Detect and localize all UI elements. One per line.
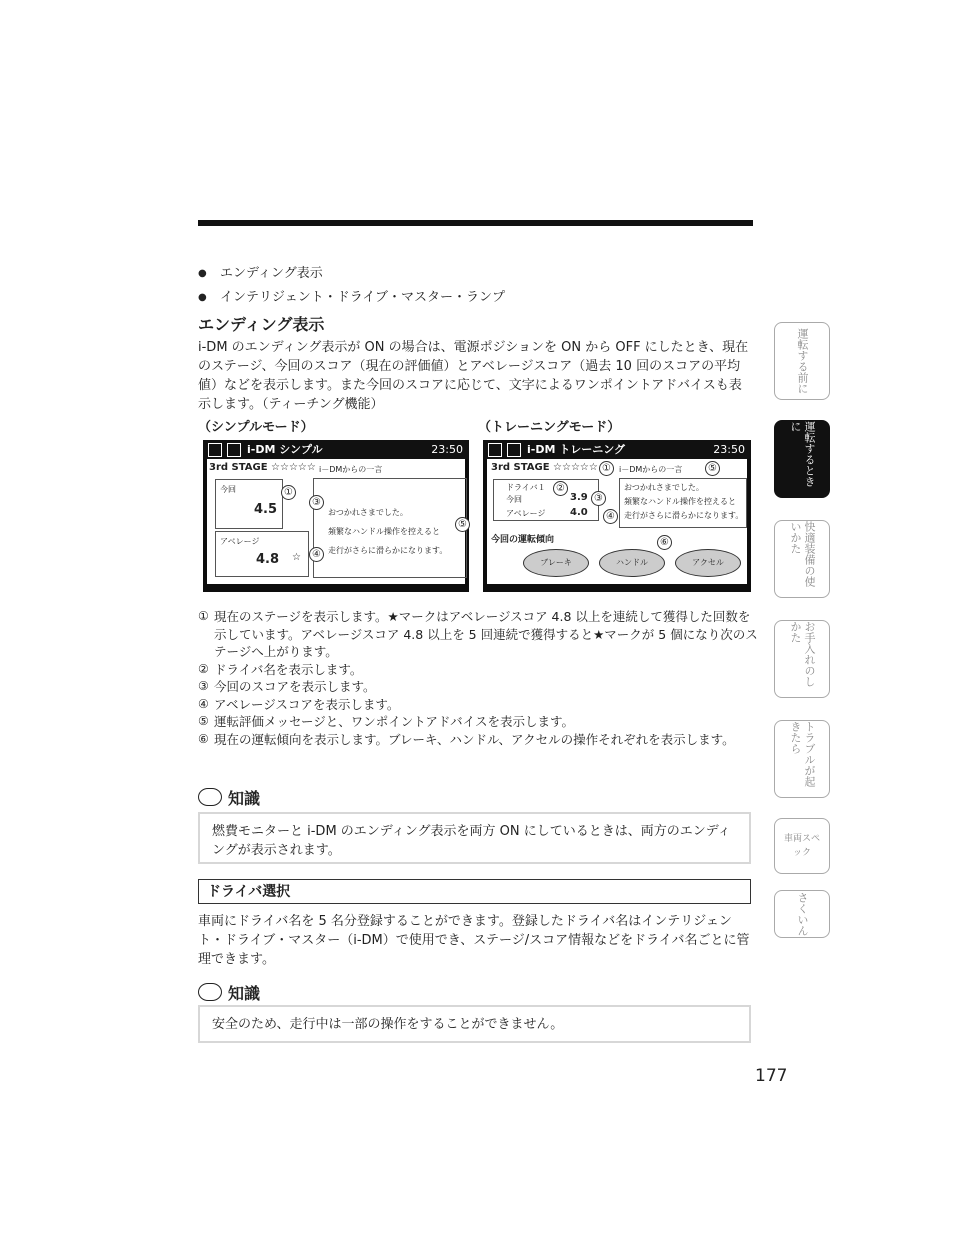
avg-value: 4.8 [256,552,280,567]
now-label: 今回 [506,495,522,504]
section-title-ending: エンディング表示 [198,315,325,334]
screen-body [487,459,747,584]
callout-4: ④ [603,509,618,524]
driver-name: ドライバ１ [506,483,546,492]
avg-label: アベレージ [506,509,546,518]
star-icon: ☆ [292,552,301,563]
caption-simple: （シンプルモード） [198,420,314,435]
callout-2: ② [553,481,568,496]
knowledge-box: 安全のため、走行中は一部の操作をすることができません。 [198,1005,751,1043]
message-line: おつかれさまでした。 [328,508,408,517]
section-title-driver: ドライバ選択 [198,879,751,904]
callout-3: ③ [591,491,606,506]
score-avg-box [215,531,309,577]
callout-6: ⑥ [657,535,672,550]
tendency-label: 今回の運転傾向 [491,535,555,545]
description-row: ① 現在のステージを表示します。★マークはアベレージスコア 4.8 以上を連続して獲得した回数を示しています。アベレージスコア 4.8 以上を 5 回連続で獲得すると★マークが 5 個になり次のステージへ上がります。 [198,609,758,659]
now-value: 3.9 [570,492,588,503]
section-body-driver: 車両にドライバ名を 5 名分登録することができます。登録したドライバ名はインテリジェント・ドライブ・マスター（i-DM）で使用でき、ステージ/スコア情報などをドライバ名ごとに管理できます。 [198,914,750,967]
screen-title: i-DM トレーニング [527,443,626,456]
bullet-item: ● インテリジェント・ドライブ・マスター・ランプ [198,286,505,310]
message-lines [624,481,743,523]
bullet-item: ● エンディング表示 [198,262,505,286]
clock: 23:50 [431,443,463,456]
brake-gauge [523,549,589,577]
stage-label: 3rd STAGE ☆☆☆☆☆ [209,462,316,473]
screen-title: i-DM シンプル [247,443,323,456]
description-row: ⑤ 運転評価メッセージと、ワンポイントアドバイスを表示します。 [198,714,575,729]
message-title: i－DMからの一言 [619,465,683,474]
avg-label: アベレージ [220,537,260,546]
avg-value: 4.0 [570,507,588,518]
message-line: 走行がさらに滑らかになります。 [328,546,448,555]
side-tab-comfort[interactable]: 快適装備の使いかた [774,520,830,598]
side-tab-index[interactable]: さくいん [774,890,830,938]
app-icon [227,443,241,457]
message-line: 走行がさらに滑らかになります。 [624,511,744,520]
screen-header [483,440,751,459]
side-tab-before-driving[interactable]: 運転する前に [774,322,830,400]
description-row: ③ 今回のスコアを表示します。 [198,679,376,694]
clock: 23:50 [713,443,745,456]
callout-5: ⑤ [455,517,470,532]
side-tab-maintenance[interactable]: お手入れのしかた [774,620,830,698]
page-number: 177 [755,1066,788,1086]
top-rule [198,220,753,226]
callout-3: ③ [309,495,324,510]
caption-training: （トレーニングモード） [478,420,621,435]
callout-1: ① [281,485,296,500]
message-line: 頻繁なハンドル操作を控えると [624,497,736,506]
app-icon [507,443,521,457]
message-box [619,478,747,528]
description-row: ④ アベレージスコアを表示します。 [198,696,400,712]
home-icon [488,443,502,457]
callout-4: ④ [309,547,324,562]
stage-label: 3rd STAGE ☆☆☆☆☆ [491,462,598,473]
book-icon [198,788,222,806]
callout-1: ① [599,461,614,476]
book-icon [198,983,222,1001]
callout-5: ⑤ [705,461,720,476]
message-lines [328,503,447,560]
section-body-ending: i-DM のエンディング表示が ON の場合は、電源ポジションを ON から OFF にしたとき、現在のステージ、今回のスコア（現在の評価値）とアベレージスコア（過去 10 回のスコアの平均値）などを表示します。また今回のスコアに応じて、文字によるワンポイントアドバイスも表示します。（ティーチング機能） [198,340,749,412]
message-title: i－DMからの一言 [319,465,383,474]
score-now-box [215,479,283,529]
message-line: 頻繁なハンドル操作を控えると [328,527,440,536]
now-value: 4.5 [254,502,278,517]
description-row: ② ドライバ名を表示します。 [198,661,363,677]
knowledge-box: 燃費モニターと i-DM のエンディング表示を両方 ON にしているときは、両方のエンディングが表示されます。 [198,812,751,864]
training-mode-screen [483,440,751,592]
now-label: 今回 [220,485,236,494]
score-box [493,479,599,521]
message-box [313,478,467,578]
side-tab-while-driving[interactable]: 運転するときに [774,420,830,498]
callout-descriptions [198,608,758,748]
accelerator-gauge [675,549,741,577]
description-row: ⑥ 現在の運転傾向を表示します。ブレーキ、ハンドル、アクセルの操作それぞれを表示します。 [198,731,735,747]
bullet-list [198,262,505,310]
simple-mode-screen [203,440,469,592]
side-tab-specs[interactable]: 車両スペック [774,818,830,874]
home-icon [208,443,222,457]
steering-gauge [599,549,665,577]
gauge-label: ブレーキ [540,558,572,567]
knowledge-heading: 知識 [198,981,260,1004]
knowledge-heading: 知識 [198,786,260,809]
screen-body [207,459,465,584]
gauge-label: ハンドル [616,558,648,567]
message-line: おつかれさまでした。 [624,483,704,492]
screen-header [203,440,469,459]
gauge-label: アクセル [692,558,724,567]
side-tab-trouble[interactable]: トラブルが起きたら [774,720,830,798]
